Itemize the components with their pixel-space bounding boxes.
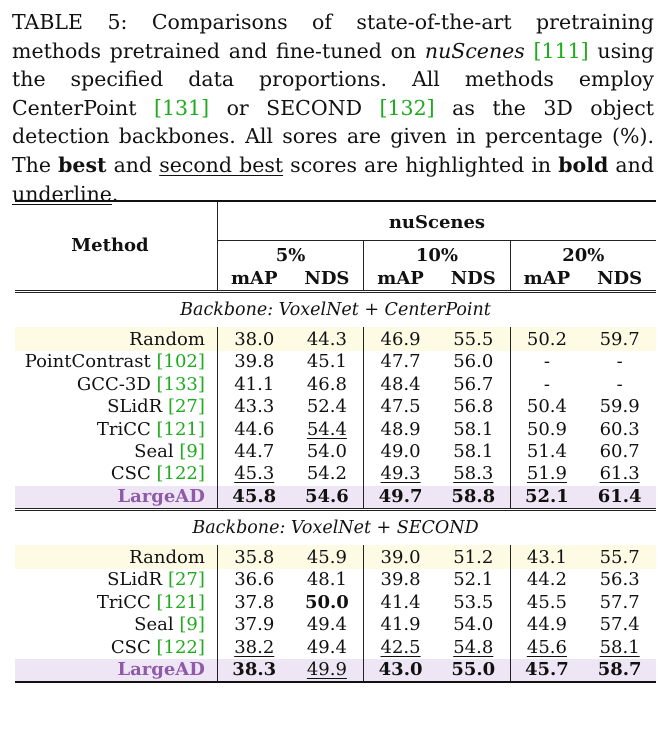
score-cell: 52.1: [437, 569, 510, 591]
citation-link[interactable]: [111]: [533, 38, 589, 63]
score-cell: 54.4: [291, 418, 364, 440]
results-table: [15, 200, 656, 683]
score-cell: 37.9: [234, 614, 275, 636]
score-cell: 37.8: [234, 591, 275, 613]
score-cell: 47.5: [380, 396, 421, 418]
score-cell: 56.3: [599, 569, 640, 591]
score-cell: 60.7: [599, 440, 640, 462]
proportion-20: 20%: [510, 241, 656, 268]
score-cell: 41.9: [380, 614, 421, 636]
score-cell: 58.3: [437, 463, 510, 485]
score-cell: 60.3: [599, 418, 640, 440]
table-row: [15, 351, 656, 373]
score-cell: 45.1: [291, 351, 364, 373]
backbone-group-header: Backbone: VoxelNet + CenterPoint: [15, 291, 656, 327]
table-row: [15, 636, 656, 658]
proportion-5: 5%: [217, 241, 363, 268]
score-cell: 51.2: [437, 545, 510, 569]
score-cell: 49.4: [291, 636, 364, 658]
score-cell: 54.2: [291, 463, 364, 485]
score-cell: 45.6: [526, 636, 567, 658]
score-cell: 50.4: [526, 396, 567, 418]
method-name: LargeAD: [15, 659, 217, 682]
method-name: CSC [122]: [15, 636, 217, 658]
method-name: SLidR [27]: [15, 396, 217, 418]
score-cell: 39.0: [364, 545, 437, 569]
dataset-header: nuScenes: [217, 201, 656, 241]
method-name: SLidR [27]: [15, 569, 217, 591]
score-cell: 44.7: [234, 440, 275, 462]
citation-link[interactable]: [27]: [167, 569, 205, 591]
table-row: [15, 659, 656, 682]
score-cell: 50.0: [291, 592, 364, 614]
score-cell: 52.4: [291, 396, 364, 418]
score-cell: 57.4: [599, 614, 640, 636]
method-header: Method: [15, 201, 217, 291]
score-cell: 45.7: [510, 659, 583, 682]
caption-label: TABLE 5:: [12, 10, 128, 34]
citation-link[interactable]: [27]: [167, 396, 205, 418]
score-cell: 39.8: [380, 569, 421, 591]
score-cell: 58.8: [437, 486, 510, 510]
table-caption: TABLE 5: Comparisons of state-of-the-art pretraining methods pretrained and fine-tuned on nuScenes [111] using the specified data proportions. All methods employ CenterPoint [131] or SECOND [132] as the 3D object detection backbones. All sores are given in percentage (%). The best and second best scores are highlighted in bold and underline.: [12, 10, 654, 206]
citation-link[interactable]: [133]: [156, 373, 205, 395]
score-cell: 49.9: [291, 659, 364, 682]
score-cell: 48.1: [291, 569, 364, 591]
method-name: GCC-3D [133]: [15, 374, 217, 396]
backbone-group-header: Backbone: VoxelNet + SECOND: [15, 509, 656, 545]
score-cell: 61.3: [599, 463, 640, 485]
score-cell: 41.4: [380, 591, 421, 613]
score-cell: 54.0: [437, 614, 510, 636]
citation-link[interactable]: [122]: [156, 636, 205, 658]
score-cell: 45.9: [291, 545, 364, 569]
citation-link[interactable]: [9]: [179, 440, 205, 462]
table-row: [15, 569, 656, 591]
score-cell: 50.2: [510, 327, 583, 351]
method-name: CSC [122]: [15, 463, 217, 485]
score-cell: 56.0: [437, 351, 510, 373]
score-cell: 51.9: [526, 463, 567, 485]
score-cell: 38.0: [217, 327, 290, 351]
citation-link[interactable]: [9]: [179, 614, 205, 636]
score-cell: 38.2: [234, 636, 275, 658]
proportion-10: 10%: [364, 241, 510, 268]
score-cell: 58.7: [583, 659, 656, 682]
score-cell: 46.9: [364, 327, 437, 351]
citation-link[interactable]: [102]: [156, 351, 205, 373]
citation-link[interactable]: [121]: [156, 418, 205, 440]
score-cell: 44.3: [291, 327, 364, 351]
score-cell: 54.8: [437, 636, 510, 658]
score-cell: 43.1: [510, 545, 583, 569]
score-cell: 51.4: [526, 440, 567, 462]
score-cell: 55.0: [437, 659, 510, 682]
score-cell: 45.8: [217, 486, 290, 510]
score-cell: 44.9: [526, 614, 567, 636]
score-cell: 36.6: [234, 569, 275, 591]
citation-link[interactable]: [131]: [153, 95, 210, 120]
score-cell: 39.8: [234, 351, 275, 373]
score-cell: 49.3: [380, 463, 421, 485]
col-nds: NDS: [437, 267, 510, 291]
score-cell: 50.9: [526, 418, 567, 440]
citation-link[interactable]: [132]: [379, 95, 435, 120]
score-cell: 43.0: [364, 659, 437, 682]
col-map: mAP: [230, 267, 278, 289]
score-cell: 45.5: [526, 591, 567, 613]
table-row: [15, 374, 656, 396]
score-cell: 49.4: [291, 614, 364, 636]
method-name: Random: [15, 545, 217, 569]
score-cell: 35.8: [217, 545, 290, 569]
table-row: [15, 614, 656, 636]
method-name: TriCC [121]: [15, 592, 217, 614]
method-name: LargeAD: [15, 486, 217, 510]
score-cell: 59.7: [583, 327, 656, 351]
score-cell: 56.7: [437, 374, 510, 396]
dataset-name: nuScenes: [424, 38, 525, 63]
score-cell: 42.5: [380, 636, 421, 658]
col-nds: NDS: [291, 267, 364, 291]
score-cell: 44.2: [526, 569, 567, 591]
table-row: [15, 463, 656, 485]
score-cell: 54.0: [291, 441, 364, 463]
method-name: PointContrast [102]: [15, 351, 217, 373]
col-map: mAP: [523, 267, 571, 289]
score-cell: 56.8: [437, 396, 510, 418]
table-row: [15, 486, 656, 510]
score-cell: 54.6: [291, 486, 364, 510]
method-name: Seal [9]: [15, 614, 217, 636]
score-cell: -: [543, 373, 550, 395]
score-cell: 38.3: [217, 659, 290, 682]
method-name: TriCC [121]: [15, 418, 217, 440]
score-cell: 49.0: [380, 440, 421, 462]
score-cell: -: [543, 351, 550, 373]
citation-link[interactable]: [121]: [156, 591, 205, 613]
score-cell: 41.1: [234, 373, 275, 395]
table-row: [15, 418, 656, 440]
score-cell: 55.5: [437, 327, 510, 351]
score-cell: 44.6: [234, 418, 275, 440]
score-cell: 46.8: [291, 374, 364, 396]
table-row: [15, 545, 656, 569]
score-cell: 48.4: [380, 373, 421, 395]
score-cell: 47.7: [380, 351, 421, 373]
score-cell: -: [616, 373, 623, 395]
score-cell: 57.7: [599, 591, 640, 613]
score-cell: 48.9: [380, 418, 421, 440]
score-cell: 58.1: [437, 441, 510, 463]
score-cell: 49.7: [364, 486, 437, 510]
score-cell: 61.4: [583, 486, 656, 510]
score-cell: 43.3: [234, 396, 275, 418]
citation-link[interactable]: [122]: [156, 463, 205, 485]
score-cell: 55.7: [583, 545, 656, 569]
table-row: [15, 396, 656, 418]
score-cell: 58.1: [437, 418, 510, 440]
table-row: [15, 327, 656, 351]
method-name: Random: [15, 327, 217, 351]
score-cell: 52.1: [510, 486, 583, 510]
score-cell: 58.1: [599, 636, 640, 658]
col-nds: NDS: [597, 267, 643, 289]
score-cell: 59.9: [599, 396, 640, 418]
col-map: mAP: [377, 267, 424, 289]
score-cell: 45.3: [234, 463, 275, 485]
score-cell: 53.5: [437, 592, 510, 614]
method-name: Seal [9]: [15, 441, 217, 463]
table-row: [15, 592, 656, 614]
table-row: [15, 441, 656, 463]
score-cell: -: [616, 351, 623, 373]
